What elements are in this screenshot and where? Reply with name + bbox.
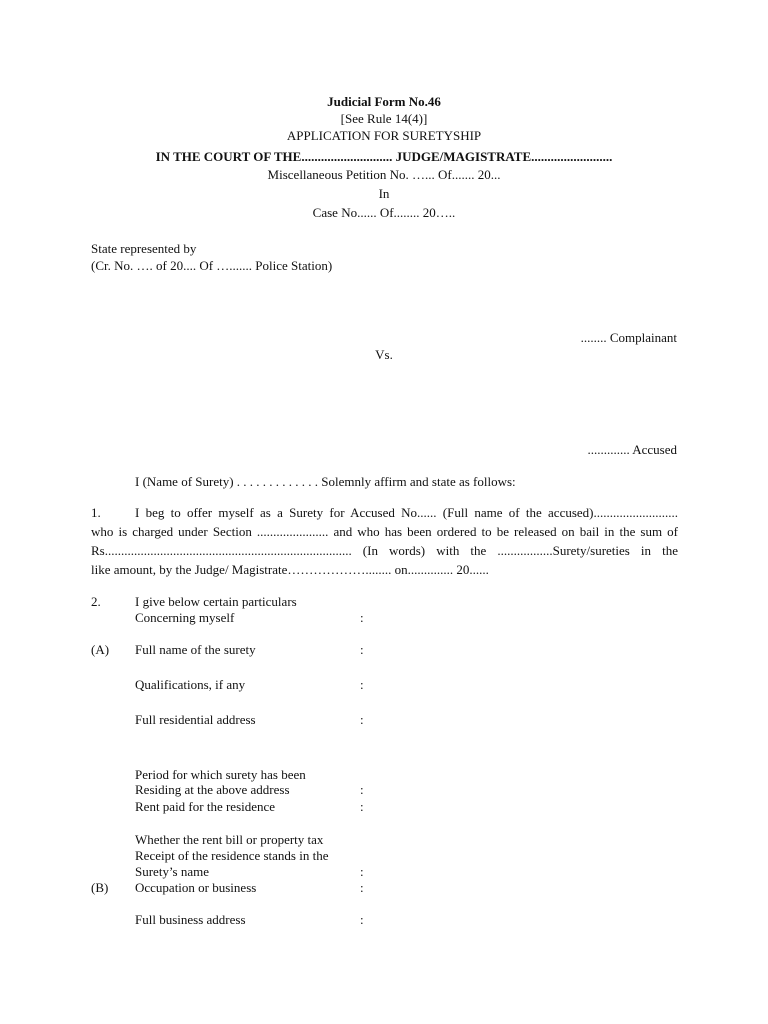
in-line: In <box>378 186 390 201</box>
para1-line4: like amount, by the Judge/ Magistrate………………........ on.............. 20...... <box>91 562 489 577</box>
colon-full-name: : <box>360 642 364 657</box>
colon-occupation: : <box>360 880 364 895</box>
form-title: APPLICATION FOR SURETYSHIP <box>286 128 482 143</box>
whether-line-1: Whether the rent bill or property tax <box>135 832 324 847</box>
section-b-label: (B) <box>91 880 109 895</box>
period-line-1: Period for which surety has been <box>135 767 306 782</box>
section-a-label: (A) <box>91 642 110 657</box>
whether-line-3: Surety’s name <box>135 864 210 879</box>
qualifications-label: Qualifications, if any <box>135 677 246 692</box>
affirm-statement: I (Name of Surety) . . . . . . . . . . . . . Solemnly affirm and state as follows: <box>135 474 516 489</box>
accused-label: ............. Accused <box>587 442 677 457</box>
colon-rent: : <box>360 799 364 814</box>
colon-business-address: : <box>360 912 364 927</box>
colon-residential-address: : <box>360 712 364 727</box>
form-number: Judicial Form No.46 <box>327 94 441 109</box>
para1-number: 1. <box>91 505 101 520</box>
court-line: IN THE COURT OF THE............................ JUDGE/MAGISTRATE......................... <box>155 149 613 164</box>
business-address-label: Full business address <box>135 912 246 927</box>
period-line-2: Residing at the above address <box>135 782 290 797</box>
para1-line2: who is charged under Section ...................... and who has been ordered to be released on bail in the sum of <box>91 524 678 539</box>
colon-qualifications: : <box>360 677 364 692</box>
state-line: State represented by <box>91 241 197 256</box>
full-name-label: Full name of the surety <box>135 642 256 657</box>
police-station-line: (Cr. No. …. of 20.... Of …....... Police Station) <box>91 258 333 273</box>
occupation-label: Occupation or business <box>135 880 257 895</box>
whether-line-2: Receipt of the residence stands in the <box>135 848 329 863</box>
para2-line2: Concerning myself <box>135 610 235 625</box>
para2-number: 2. <box>91 594 101 609</box>
colon-concerning: : <box>360 610 364 625</box>
case-line: Case No...... Of........ 20….. <box>312 205 456 220</box>
para2-line1: I give below certain particulars <box>135 594 297 609</box>
petition-line: Miscellaneous Petition No. …... Of....... 20... <box>267 167 501 182</box>
rent-label: Rent paid for the residence <box>135 799 276 814</box>
versus-label: Vs. <box>375 347 393 362</box>
colon-period: : <box>360 782 364 797</box>
para1-line1: I beg to offer myself as a Surety for Accused No...... (Full name of the accused).......................... <box>135 505 678 520</box>
rule-reference: [See Rule 14(4)] <box>340 111 428 126</box>
colon-whether: : <box>360 864 364 879</box>
complainant-label: ........ Complainant <box>580 330 677 345</box>
para1-line3: Rs............................................................................ (In words) with the .................Surety/sureties in the <box>91 543 678 558</box>
residential-address-label: Full residential address <box>135 712 256 727</box>
